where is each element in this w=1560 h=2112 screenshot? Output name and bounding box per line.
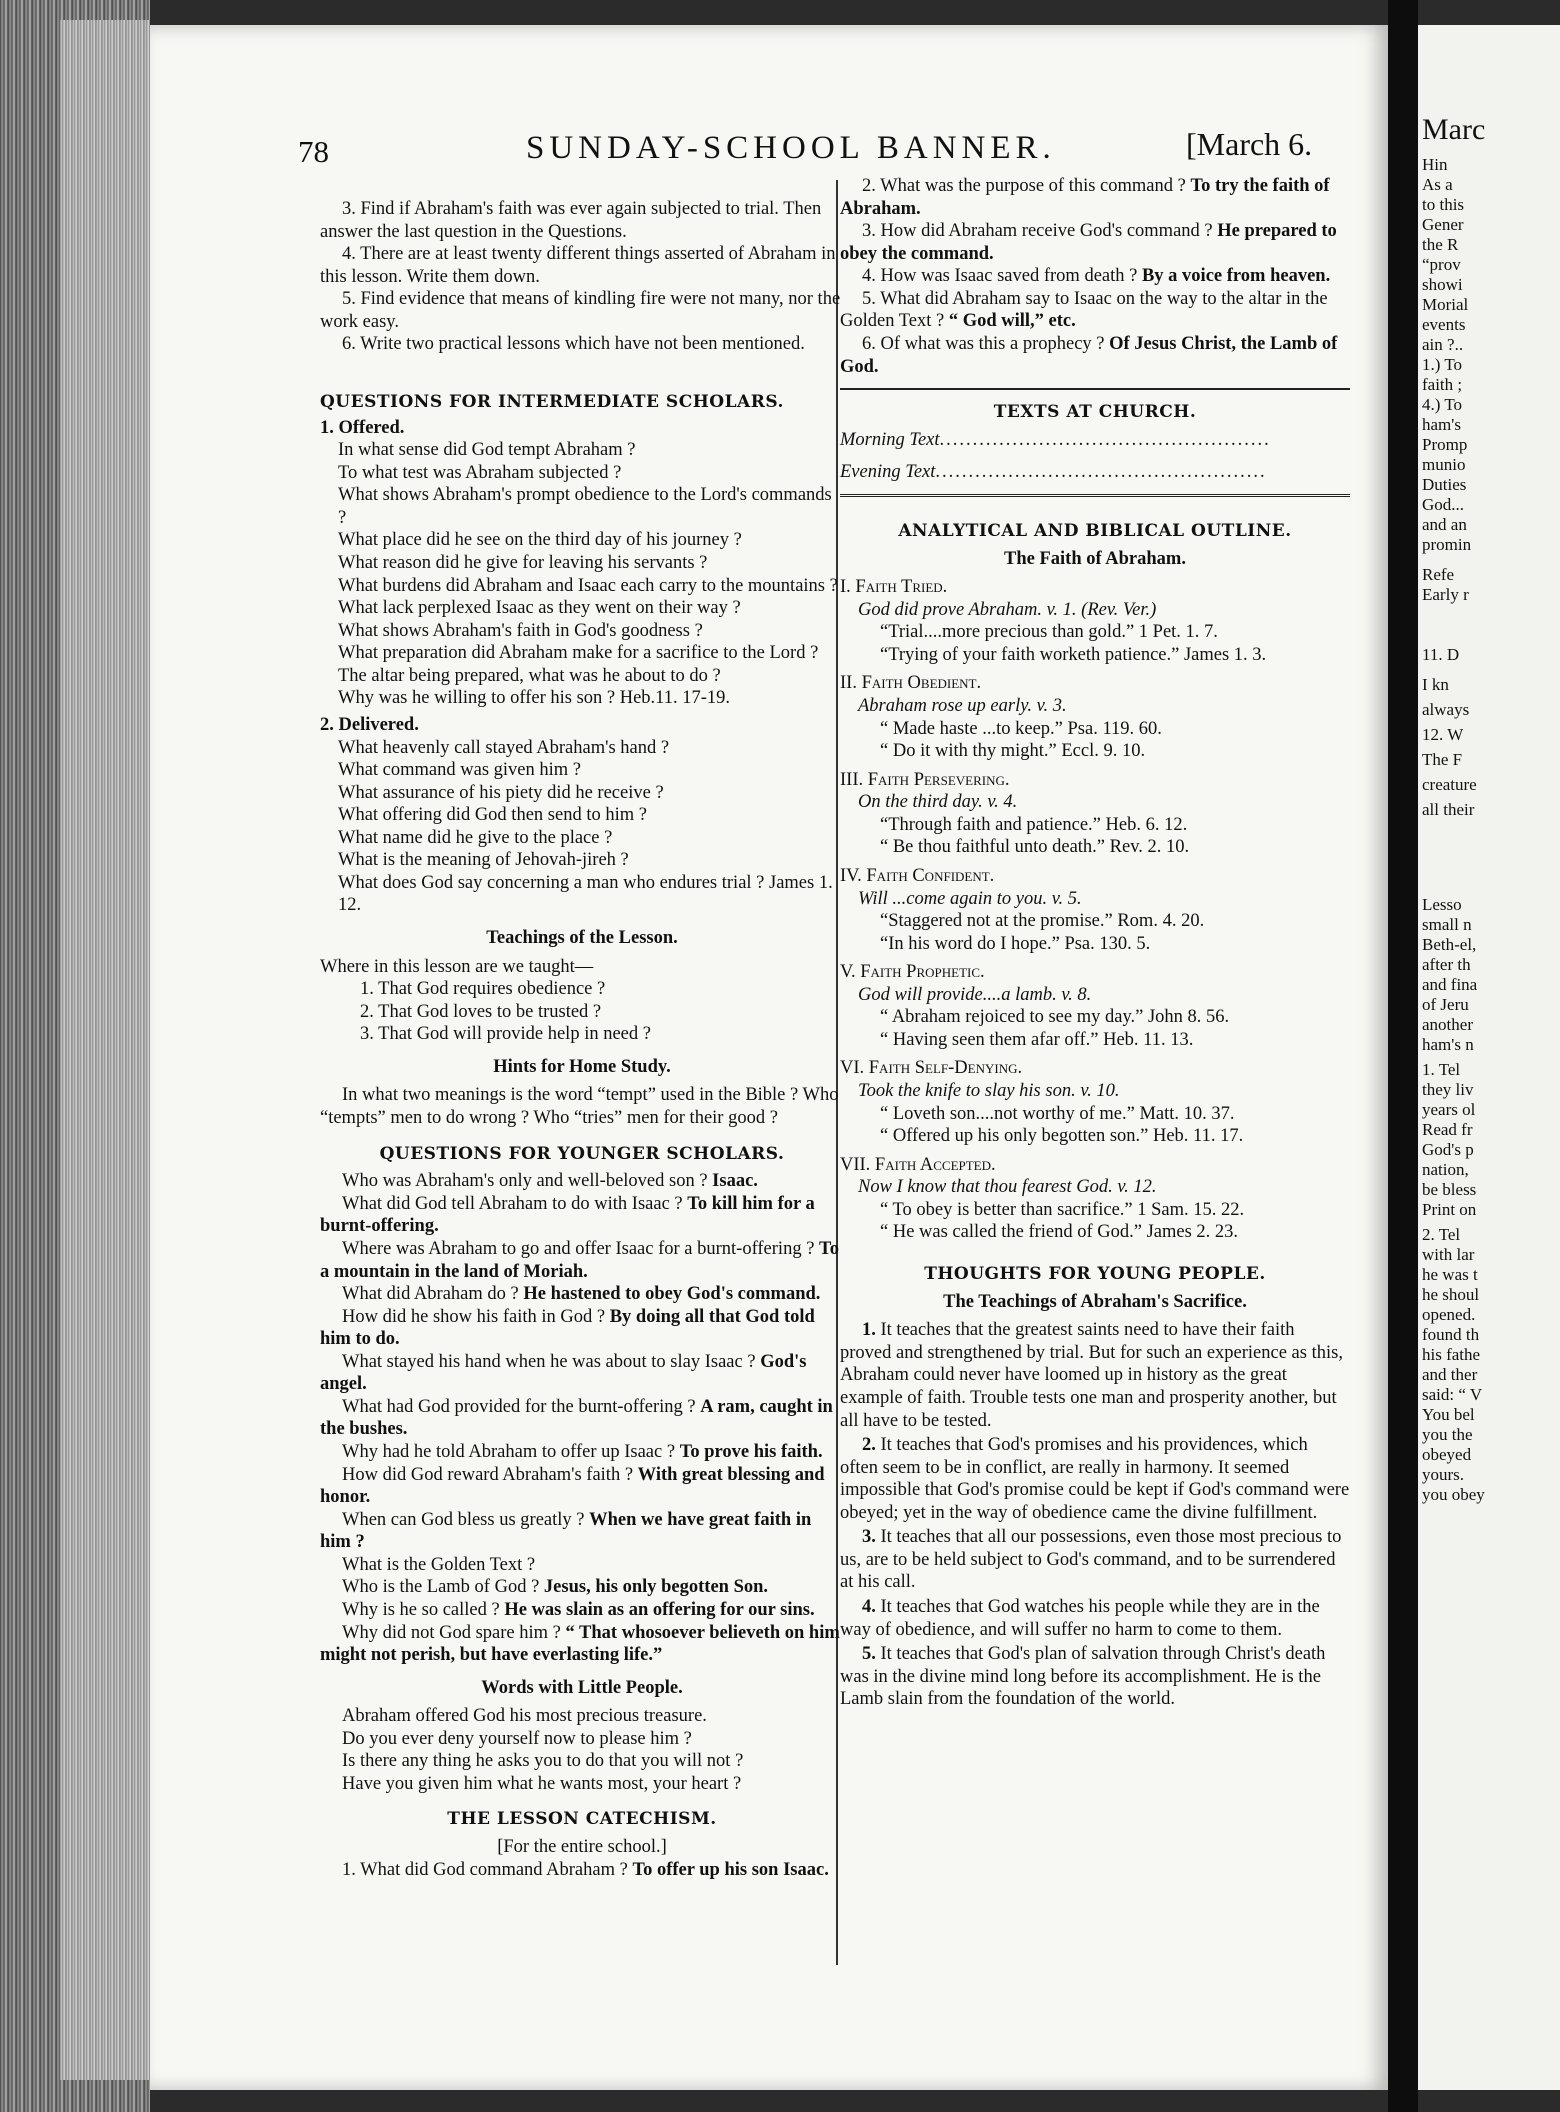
outline-reference: “Staggered not at the promise.” Rom. 4. 20. [880, 911, 1205, 932]
younger-qa [320, 1306, 844, 1351]
next-page-text: showi [1422, 275, 1463, 294]
younger-question: Where was Abraham to go and offer Isaac for a burnt-offering ? [342, 1238, 815, 1259]
younger-answer: When we have great faith in him ? [320, 1509, 812, 1553]
hints-text: In what two meanings is the word “tempt” used in the Bible ? Who “tempts” men to do wrong ? Who “tries” men for their good ? [320, 1085, 839, 1128]
younger-question: What stayed his hand when he was about to slay Isaac ? [342, 1351, 756, 1372]
younger-qa [320, 1238, 844, 1283]
next-page-text: As a [1422, 175, 1453, 194]
younger-question: Why did not God spare him ? [342, 1622, 561, 1643]
offered-question: Why was he willing to offer his son ? Heb.11. 17-19. [338, 688, 731, 709]
next-page-text: the R [1422, 235, 1459, 254]
outline-heading-item: V. Faith Prophetic. [840, 962, 985, 983]
catechism-answer: By a voice from heaven. [1141, 266, 1331, 287]
next-page-text: Promp [1422, 435, 1468, 454]
next-page-text: ham's n [1422, 1035, 1474, 1054]
younger-question: When can God bless us greatly ? [342, 1509, 585, 1530]
offered-question: What burdens did Abraham and Isaac each carry to the mountains ? [338, 575, 838, 596]
next-page-text: small n [1422, 915, 1472, 934]
outline-reference: “In his word do I hope.” Psa. 130. 5. [880, 933, 1151, 954]
younger-answer: He hastened to obey God's command. [523, 1284, 821, 1305]
thought-item [840, 1434, 1350, 1524]
offered-question: The altar being prepared, what was he about to do ? [338, 665, 721, 686]
little-people-lines [320, 1705, 844, 1795]
younger-qa [320, 1599, 844, 1622]
next-page-text: ain ?.. [1422, 335, 1464, 354]
thoughts-list [840, 1319, 1350, 1711]
catechism-answer: Of Jesus Christ, the Lamb of God. [840, 333, 1338, 377]
outline-text: God will provide....a lamb. v. 8. [858, 984, 1092, 1005]
outline-text: Took the knife to slay his son. v. 10. [858, 1081, 1120, 1102]
little-people-line: Abraham offered God his most precious treasure. [342, 1706, 707, 1727]
next-page-text: 1. Tel [1422, 1060, 1461, 1079]
next-page-text: found th [1422, 1325, 1480, 1344]
next-page-text: you the [1422, 1425, 1473, 1444]
catechism-qa [840, 175, 1350, 220]
catechism-question: 2. What was the purpose of this command ? [862, 176, 1186, 196]
younger-question: What did Abraham do ? [342, 1284, 519, 1305]
teaching-item: 2. That God loves to be trusted ? [360, 1001, 602, 1022]
delivered-question: What offering did God then send to him ? [338, 805, 647, 826]
next-page-text: Read fr [1422, 1120, 1473, 1139]
thought-text: It teaches that the greatest saints need to have their faith proved and strengthened by trial. But for such an experience as this, Abraham could never have loomed up in history as the great example of faith. Trouble tests one man and prosperity another, but all have to be tested. [840, 1320, 1343, 1431]
outline-reference: “ He was called the friend of God.” James 2. 23. [880, 1222, 1239, 1243]
offered-question: What reason did he give for leaving his servants ? [338, 553, 708, 574]
next-page-text: You bel [1422, 1405, 1475, 1424]
next-page-text: Morial [1422, 295, 1469, 314]
next-page-text: promin [1422, 535, 1472, 554]
next-page-text: 4.) To [1422, 395, 1463, 414]
running-title: SUNDAY-SCHOOL BANNER. [526, 130, 1056, 166]
teachings-list [320, 978, 844, 1046]
outline-reference: “Trial....more precious than gold.” 1 Pet. 1. 7. [880, 622, 1218, 643]
offered-question: What shows Abraham's faith in God's goodness ? [338, 620, 703, 641]
thought-text: It teaches that all our possessions, even those most precious to us, are to be held subject to God's command, and to be surrendered at his call. [840, 1527, 1342, 1593]
little-people-line: Have you given him what he wants most, your heart ? [342, 1773, 742, 1794]
younger-question: What did God tell Abraham to do with Isaac ? [342, 1193, 683, 1214]
outline-reference: “ Loveth son....not worthy of me.” Matt. 10. 37. [880, 1103, 1235, 1124]
catechism-question: 4. How was Isaac saved from death ? [862, 266, 1138, 287]
next-page-text: 1.) To [1422, 355, 1463, 374]
next-page-text: they liv [1422, 1080, 1474, 1099]
next-page-text: he shoul [1422, 1285, 1480, 1304]
book-page-stack [60, 20, 150, 2080]
little-people-line: Do you ever deny yourself now to please him ? [342, 1728, 692, 1749]
thought-text: It teaches that God watches his people while they are in the way of obedience, and will suffer no harm to come to them. [840, 1597, 1320, 1640]
thought-number: 2. [862, 1435, 876, 1456]
next-page-text: ham's [1422, 415, 1461, 434]
outline-heading-item: IV. Faith Confident. [840, 865, 995, 886]
delivered-question: What does God say concerning a man who endures trial ? James 1. 12. [338, 872, 833, 916]
younger-answer: To a mountain in the land of Moriah. [320, 1238, 839, 1282]
thought-number: 3. [862, 1527, 876, 1548]
outline-reference: “ Abraham rejoiced to see my day.” John 8. 56. [880, 1007, 1230, 1028]
next-page-text: Gener [1422, 215, 1464, 234]
right-column [840, 175, 1350, 1713]
younger-qa [320, 1170, 844, 1193]
offered-question: What preparation did Abraham make for a sacrifice to the Lord ? [338, 643, 819, 664]
younger-questions [320, 1170, 844, 1666]
outline-text: Will ...come again to you. v. 5. [858, 888, 1082, 909]
next-page-text: Print on [1422, 1200, 1477, 1219]
thought-number: 5. [862, 1644, 876, 1665]
younger-answer: Jesus, his only begotten Son. [543, 1577, 769, 1598]
delivered-label: 2. Delivered. [320, 714, 419, 735]
next-page-text: events [1422, 315, 1466, 334]
next-page-text: God... [1422, 495, 1465, 514]
little-people-heading: Words with Little People. [481, 1677, 683, 1698]
younger-question: Why is he so called ? [342, 1599, 500, 1620]
catechism-answer: He prepared to obey the command. [840, 221, 1337, 264]
younger-qa [320, 1351, 844, 1396]
outline-reference: “ Be thou faithful unto death.” Rev. 2. 10. [880, 837, 1190, 858]
teaching-item: 1. That God requires obedience ? [360, 979, 606, 1000]
outline-heading-item: II. Faith Obedient. [840, 673, 982, 694]
thought-text: It teaches that God's promises and his providences, which often seem to be in conflict, are really in harmony. It seemed impossible that God's promise could be kept if God's command were obeyed; yet in the way of obedience came the divine fulfillment. [840, 1435, 1350, 1523]
delivered-question: What assurance of his piety did he receive ? [338, 782, 664, 803]
offered-question: To what test was Abraham subjected ? [338, 462, 622, 483]
thought-item [840, 1643, 1350, 1711]
younger-qa [320, 1396, 844, 1441]
next-page-text: I kn [1422, 675, 1449, 694]
delivered-question: What heavenly call stayed Abraham's hand ? [338, 737, 670, 758]
outline-text: On the third day. v. 4. [858, 792, 1018, 813]
outline-heading-item: VII. Faith Accepted. [840, 1154, 996, 1175]
catechism-q1 [320, 1859, 844, 1882]
next-page-text: and fina [1422, 975, 1478, 994]
outline-text: Now I know that thou fearest God. v. 12. [858, 1177, 1157, 1198]
younger-answer: To prove his faith. [679, 1442, 823, 1463]
next-page-text: be bless [1422, 1180, 1477, 1199]
younger-answer: A ram, caught in the bushes. [320, 1396, 833, 1440]
page-header [150, 112, 1388, 172]
catechism-qa [840, 333, 1350, 378]
younger-qa [320, 1509, 844, 1554]
intro-item: 4. There are at least twenty different things asserted of Abraham in this lesson. Write them down. [320, 244, 836, 287]
left-column [320, 198, 844, 1881]
outline-heading-item: VI. Faith Self-Denying. [840, 1058, 1023, 1079]
next-page-text: The F [1422, 750, 1463, 769]
next-page-text: 11. D [1422, 645, 1460, 664]
issue-date: [March 6. [1186, 126, 1313, 162]
rule [840, 388, 1350, 390]
next-page-text: years ol [1422, 1100, 1476, 1119]
outline-reference: “Through faith and patience.” Heb. 6. 12. [880, 814, 1188, 835]
next-page-text: with lar [1422, 1245, 1475, 1264]
thought-number: 4. [862, 1597, 876, 1618]
younger-answer: “ That whosoever believeth on him might not perish, but have everlasting life.” [320, 1622, 840, 1666]
younger-answer: By doing all that God told him to do. [320, 1306, 815, 1350]
thoughts-heading: THOUGHTS FOR YOUNG PEOPLE. [924, 1263, 1266, 1284]
outline-reference: “ Do it with thy might.” Eccl. 9. 10. [880, 741, 1146, 762]
outline-reference: “Trying of your faith worketh patience.” James 1. 3. [880, 644, 1267, 665]
outline-heading-item: I. Faith Tried. [840, 577, 948, 598]
catechism-qa [840, 265, 1350, 288]
outline-reference: “ Offered up his only begotten son.” Heb. 11. 17. [880, 1126, 1244, 1147]
next-page-text: he was t [1422, 1265, 1478, 1284]
offered-question: In what sense did God tempt Abraham ? [338, 440, 636, 461]
younger-question: Why had he told Abraham to offer up Isaac ? [342, 1442, 676, 1463]
younger-question: What is the Golden Text ? [342, 1554, 536, 1575]
thought-item [840, 1319, 1350, 1432]
outline-heading: ANALYTICAL AND BIBLICAL OUTLINE. [898, 520, 1292, 541]
offered-question: What lack perplexed Isaac as they went on their way ? [338, 598, 741, 619]
morning-label: Morning Text [840, 429, 940, 450]
younger-question: How did God reward Abraham's faith ? [342, 1464, 634, 1485]
younger-qa [320, 1576, 844, 1599]
thought-text: It teaches that God's plan of salvation through Christ's death was in the divine mind long before its accomplishment. He is the Lamb slain from the foundation of the world. [840, 1644, 1326, 1710]
outline-text: Abraham rose up early. v. 3. [858, 696, 1067, 717]
next-page-text: of Jeru [1422, 995, 1469, 1014]
morning-text-row: Morning Text.................................................. [840, 429, 1271, 450]
book-gutter [1388, 0, 1418, 2112]
next-page-text: God's p [1422, 1140, 1474, 1159]
catechism-qa [840, 220, 1350, 265]
evening-text-row: Evening Text.................................................. [840, 462, 1267, 483]
next-page-text: Beth-el, [1422, 935, 1477, 954]
next-page-text: to this [1422, 195, 1465, 214]
next-page-text: his fathe [1422, 1345, 1481, 1364]
next-page-text: another [1422, 1015, 1473, 1034]
next-page-text: 2. Tel [1422, 1225, 1461, 1244]
younger-answer: Isaac. [712, 1171, 758, 1192]
delivered-questions [320, 737, 844, 918]
younger-answer: To kill him for a burnt-offering. [320, 1193, 815, 1237]
catechism-answer: To offer up his son Isaac. [632, 1859, 829, 1880]
offered-questions [320, 439, 844, 710]
next-page-text: faith ; [1422, 375, 1463, 394]
next-page-text: creature [1422, 775, 1477, 794]
outline-list [840, 576, 1350, 1244]
outline-reference: “ Made haste ...to keep.” Psa. 119. 60. [880, 718, 1162, 739]
next-page-text: all their [1422, 800, 1475, 819]
double-rule [840, 494, 1350, 497]
outline-subtitle: The Faith of Abraham. [1004, 548, 1186, 569]
next-page-text: after th [1422, 955, 1471, 974]
church-heading: TEXTS AT CHURCH. [993, 402, 1197, 423]
younger-answer: He was slain as an offering for our sins. [504, 1599, 815, 1620]
catechism-question: 6. Of what was this a prophecy ? [862, 333, 1105, 354]
catechism-qa [840, 288, 1350, 333]
outline-text: God did prove Abraham. v. 1. (Rev. Ver.) [858, 599, 1157, 620]
teaching-item: 3. That God will provide help in need ? [360, 1024, 651, 1045]
intro-item: 3. Find if Abraham's faith was ever again subjected to trial. Then answer the last question in the Questions. [320, 199, 822, 242]
catechism-continued [840, 175, 1350, 378]
next-page-text: and ther [1422, 1365, 1478, 1384]
next-page-text: nation, [1422, 1160, 1469, 1179]
offered-label: 1. Offered. [320, 417, 405, 438]
younger-question: Who is the Lamb of God ? [342, 1577, 540, 1598]
page-number: 78 [298, 134, 329, 169]
teachings-intro: Where in this lesson are we taught— [320, 956, 594, 977]
younger-question: How did he show his faith in God ? [342, 1306, 606, 1327]
next-page-text: Hin [1422, 155, 1448, 174]
catechism-question: 1. What did God command Abraham ? [342, 1859, 628, 1880]
hints-heading: Hints for Home Study. [493, 1056, 671, 1077]
catechism-question: 3. How did Abraham receive God's command ? [862, 221, 1213, 242]
next-page-text: you obey [1422, 1485, 1485, 1504]
younger-answer: God's angel. [320, 1351, 807, 1395]
thought-item [840, 1596, 1350, 1641]
next-page-text: 12. W [1422, 725, 1464, 744]
next-page-text: and an [1422, 515, 1467, 534]
younger-qa [320, 1193, 844, 1238]
younger-qa [320, 1441, 844, 1464]
catechism-heading: THE LESSON CATECHISM. [447, 1809, 717, 1830]
younger-qa [320, 1622, 844, 1667]
offered-question: What shows Abraham's prompt obedience to the Lord's commands ? [338, 485, 832, 528]
outline-heading-item: III. Faith Persevering. [840, 769, 1010, 790]
next-page-text: Duties [1422, 475, 1467, 494]
catechism-answer: “ God will,” etc. [948, 311, 1076, 332]
next-page-text: always [1422, 700, 1470, 719]
younger-qa [320, 1283, 844, 1306]
next-page-text: Early r [1422, 585, 1469, 604]
next-page-text: Refe [1422, 565, 1455, 584]
younger-question: Who was Abraham's only and well-beloved son ? [342, 1171, 708, 1192]
younger-heading: QUESTIONS FOR YOUNGER SCHOLARS. [379, 1143, 785, 1164]
teachings-heading: Teachings of the Lesson. [486, 928, 678, 949]
thought-number: 1. [862, 1320, 876, 1341]
delivered-question: What command was given him ? [338, 760, 582, 781]
next-page-text: opened. [1422, 1305, 1476, 1324]
next-page-text: Lesso [1422, 895, 1462, 914]
delivered-question: What name did he give to the place ? [338, 827, 613, 848]
next-page-text: Marc [1422, 113, 1486, 146]
intro-item: 6. Write two practical lessons which have not been mentioned. [342, 334, 805, 355]
catechism-question: 5. What did Abraham say to Isaac on the way to the altar in the Golden Text ? [840, 288, 1328, 332]
delivered-question: What is the meaning of Jehovah-jireh ? [338, 850, 629, 871]
thoughts-subtitle: The Teachings of Abraham's Sacrifice. [943, 1291, 1247, 1312]
intro-item: 5. Find evidence that means of kindling fire were not many, nor the work easy. [320, 289, 841, 332]
next-page-text: obeyed [1422, 1445, 1472, 1464]
catechism-answer: To try the faith of Abraham. [840, 176, 1330, 219]
offered-question: What place did he see on the third day of his journey ? [338, 530, 742, 551]
little-people-line: Is there any thing he asks you to do that you will not ? [342, 1751, 744, 1772]
evening-label: Evening Text [840, 462, 936, 483]
next-page-text: munio [1422, 455, 1466, 474]
next-page-fragment [1418, 25, 1560, 2090]
outline-reference: “ To obey is better than sacrifice.” 1 Sam. 15. 22. [880, 1199, 1245, 1220]
next-page-text: said: “ V [1422, 1385, 1483, 1404]
outline-reference: “ Having seen them afar off.” Heb. 11. 13. [880, 1029, 1194, 1050]
younger-qa [320, 1464, 844, 1509]
catechism-subtitle: [For the entire school.] [497, 1837, 667, 1858]
thought-item [840, 1526, 1350, 1594]
next-page-text: “prov [1422, 255, 1461, 274]
next-page-text: yours. [1422, 1465, 1465, 1484]
younger-qa [320, 1554, 844, 1577]
younger-answer: With great blessing and honor. [320, 1464, 825, 1508]
younger-question: What had God provided for the burnt-offering ? [342, 1396, 696, 1417]
intermediate-heading: QUESTIONS FOR INTERMEDIATE SCHOLARS. [320, 391, 784, 412]
